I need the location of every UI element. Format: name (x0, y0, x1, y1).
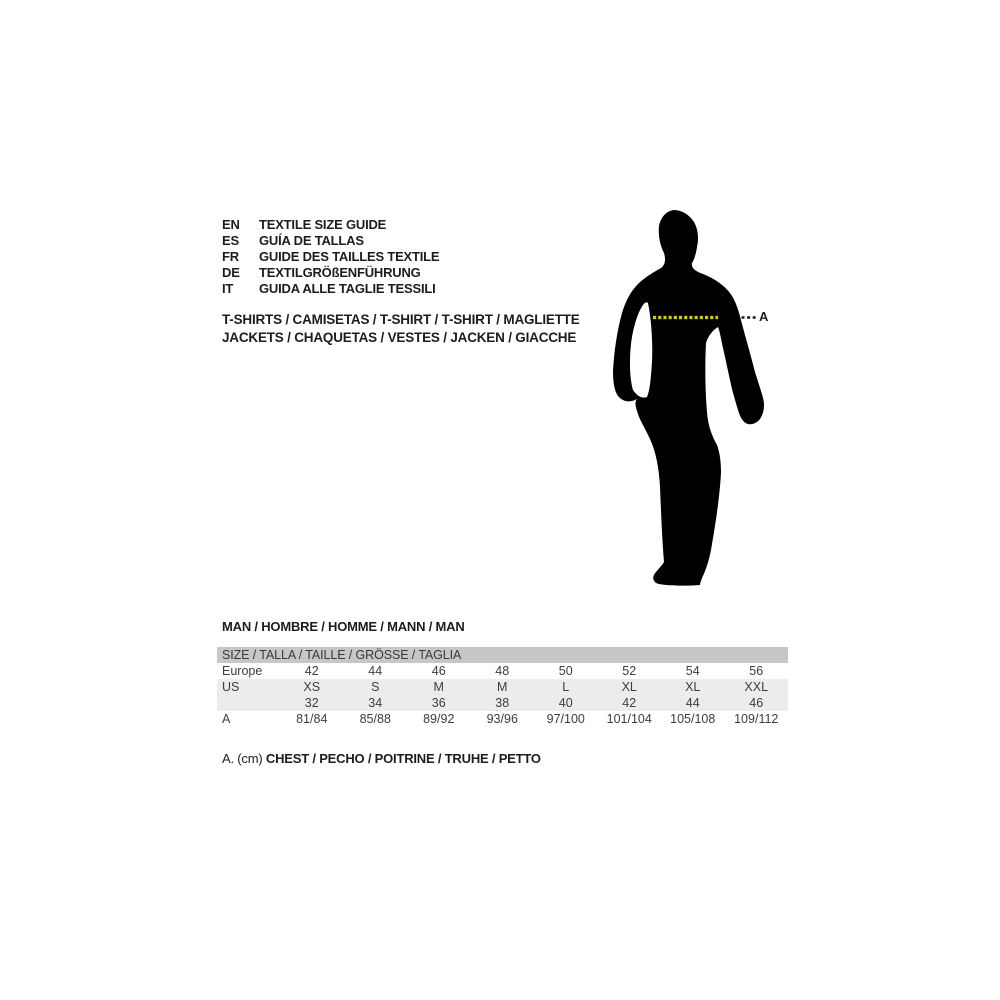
size-cell: 109/112 (734, 712, 779, 726)
language-code: ES (222, 233, 239, 248)
table-row-us (217, 679, 788, 695)
size-cell: XXL (744, 680, 769, 694)
size-cell: XS (303, 680, 321, 694)
section-title-man: MAN / HOMBRE / HOMME / MANN / MAN (222, 619, 465, 634)
size-cell: 105/108 (670, 712, 716, 726)
product-type-jackets: JACKETS / CHAQUETAS / VESTES / JACKEN / GIACCHE (222, 330, 577, 345)
measurement-footnote (222, 751, 541, 766)
table-row-europe (217, 663, 788, 679)
size-cell: 42 (304, 664, 319, 678)
size-cell: 54 (685, 664, 700, 678)
size-cell: 34 (368, 696, 383, 710)
man-silhouette-figure (598, 205, 782, 595)
row-label: A (222, 712, 231, 726)
size-cell: 97/100 (546, 712, 585, 726)
product-type-heading (222, 311, 580, 347)
language-code: FR (222, 249, 239, 264)
size-cell: 89/92 (423, 712, 455, 726)
size-cell: 42 (622, 696, 637, 710)
size-cell: 81/84 (296, 712, 328, 726)
size-cell: XL (621, 680, 637, 694)
size-cell: 36 (431, 696, 446, 710)
size-table (217, 647, 788, 727)
guide-title-it: GUIDA ALLE TAGLIE TESSILI (259, 281, 436, 296)
size-cell: 93/96 (486, 712, 518, 726)
table-row-numeric (217, 695, 788, 711)
footnote-text: CHEST / PECHO / POITRINE / TRUHE / PETTO (265, 751, 541, 766)
language-row-fr (222, 249, 439, 265)
size-cell: M (497, 680, 508, 694)
guide-title-fr: GUIDE DES TAILLES TEXTILE (259, 249, 440, 264)
size-cell: 38 (495, 696, 510, 710)
language-code: IT (222, 281, 234, 296)
language-row-es (222, 233, 439, 249)
size-cell: 50 (558, 664, 573, 678)
language-row-de (222, 265, 439, 281)
guide-title-de: TEXTILGRÖßENFÜHRUNG (259, 265, 421, 280)
size-cell: 48 (495, 664, 510, 678)
size-cell: 46 (431, 664, 446, 678)
size-cell: 56 (749, 664, 764, 678)
size-cell: M (433, 680, 444, 694)
size-cell: L (562, 680, 570, 694)
size-cell: 85/88 (359, 712, 391, 726)
row-label: US (222, 680, 240, 694)
size-cell: 40 (558, 696, 573, 710)
size-cell: 52 (622, 664, 637, 678)
language-code: EN (222, 217, 240, 232)
row-label: Europe (222, 664, 263, 678)
guide-title-es: GUÍA DE TALLAS (259, 233, 364, 248)
footnote-prefix: A. (cm) (222, 751, 263, 766)
size-cell: 32 (304, 696, 319, 710)
size-cell: XL (685, 680, 701, 694)
size-cell: S (371, 680, 380, 694)
language-title-list (222, 217, 439, 297)
guide-title-en: TEXTILE SIZE GUIDE (259, 217, 387, 232)
size-table-header: SIZE / TALLA / TAILLE / GRÖSSE / TAGLIA (217, 647, 788, 663)
language-row-it (222, 281, 439, 297)
measure-label-a: A (759, 309, 769, 324)
table-row-chest-cm (217, 711, 788, 727)
product-type-tshirts: T-SHIRTS / CAMISETAS / T-SHIRT / T-SHIRT / MAGLIETTE (222, 312, 580, 327)
language-row-en (222, 217, 439, 233)
man-silhouette (613, 210, 764, 586)
language-code: DE (222, 265, 240, 280)
size-cell: 101/104 (606, 712, 652, 726)
size-cell: 44 (368, 664, 383, 678)
size-cell: 44 (685, 696, 700, 710)
size-cell: 46 (749, 696, 764, 710)
